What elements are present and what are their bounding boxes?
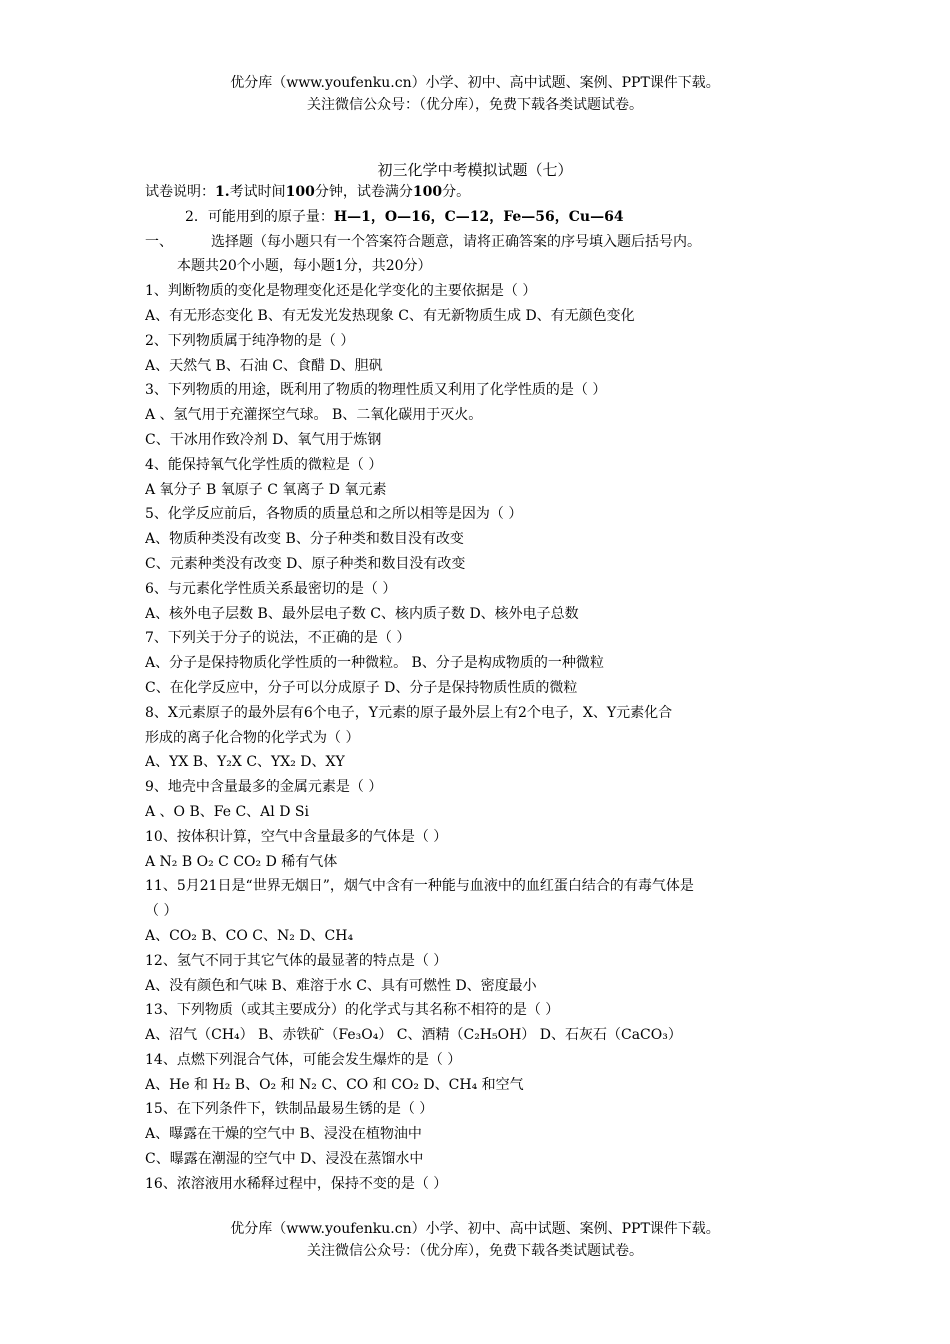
question-line: A、天然气 B、石油 C、食醋 D、胆矾: [145, 357, 383, 374]
question-line: A 氧分子 B 氧原子 C 氧离子 D 氧元素: [145, 481, 387, 498]
question-stem: 12、氢气不同于其它气体的最显著的特点是（ ）: [145, 952, 448, 969]
header-line-2: 关注微信公众号：（优分库），免费下载各类试题试卷。: [307, 97, 643, 113]
question-stem: 3、下列物质的用途，既利用了物质的物理性质又利用了化学性质的是（ ）: [145, 382, 607, 399]
question-line: A、He 和 H₂ B、O₂ 和 N₂ C、CO 和 CO₂ D、CH₄ 和空气: [145, 1076, 524, 1093]
question-stem: 13、下列物质（或其主要成分）的化学式与其名称不相符的是（ ）: [145, 1002, 560, 1019]
question-line: A、沼气（CH₄） B、赤铁矿（Fe₃O₄） C、酒精（C₂H₅OH） D、石灰石（CaCO₃）: [145, 1027, 682, 1044]
question-line: C、元素种类没有改变 D、原子种类和数目没有改变: [145, 555, 466, 572]
question-line: （ ）: [145, 903, 178, 920]
question-line: A、没有颜色和气味 B、难溶于水 C、具有可燃性 D、密度最小: [145, 977, 537, 994]
instructions-line-2: 2．可能用到的原子量：H—1，O—16，C—12，Fe—56，Cu—64: [185, 208, 624, 225]
section-heading-cont: 本题共20个小题，每小题1分，共20分）: [177, 258, 432, 275]
question-line: C、曝露在潮湿的空气中 D、浸没在蒸馏水中: [145, 1151, 424, 1168]
question-stem: 9、地壳中含量最多的金属元素是（ ）: [145, 779, 383, 796]
question-line: A、CO₂ B、CO C、N₂ D、CH₄: [145, 927, 354, 944]
question-line: A、有无形态变化 B、有无发光发热现象 C、有无新物质生成 D、有无颜色变化: [145, 307, 635, 324]
question-line: C、在化学反应中，分子可以分成原子 D、分子是保持物质性质的微粒: [145, 679, 578, 696]
question-line: A、分子是保持物质化学性质的一种微粒。 B、分子是构成物质的一种微粒: [145, 655, 604, 672]
question-line: A 、O B、Fe C、Al D Si: [145, 803, 309, 820]
question-stem: 2、下列物质属于纯净物的是（ ）: [145, 332, 355, 349]
footer-line-2: 关注微信公众号：（优分库），免费下载各类试题试卷。: [307, 1243, 643, 1259]
question-line: A、物质种类没有改变 B、分子种类和数目没有改变: [145, 531, 464, 548]
question-stem: 15、在下列条件下，铁制品最易生锈的是（ ）: [145, 1101, 434, 1118]
page-header: [0, 72, 950, 116]
page-footer: [0, 1218, 950, 1262]
question-lines: [145, 279, 815, 1196]
question-line: A、核外电子层数 B、最外层电子数 C、核内质子数 D、核外电子总数: [145, 605, 579, 622]
question-stem: 7、下列关于分子的说法，不正确的是（ ）: [145, 630, 411, 647]
question-line: A、YX B、Y₂X C、YX₂ D、XY: [145, 754, 345, 771]
question-stem: 11、5月21日是“世界无烟日”，烟气中含有一种能与血液中的血红蛋白结合的有毒气体是: [145, 878, 694, 895]
question-stem: 5、化学反应前后，各物质的质量总和之所以相等是因为（ ）: [145, 506, 523, 523]
header-line-1: 优分库（www.youfenku.cn）小学、初中、高中试题、案例、PPT课件下载。: [230, 75, 720, 91]
question-stem: 10、按体积计算，空气中含量最多的气体是（ ）: [145, 828, 448, 845]
section-heading: 一、 选择题（每小题只有一个答案符合题意，请将正确答案的序号填入题后括号内。: [145, 233, 701, 250]
document-title: 初三化学中考模拟试题（七）: [377, 161, 573, 179]
question-line: C、干冰用作致冷剂 D、氧气用于炼钢: [145, 431, 382, 448]
instructions-line-1: 试卷说明：1.考试时间100分钟，试卷满分100分。: [145, 184, 471, 200]
question-stem: 16、浓溶液用水稀释过程中，保持不变的是（ ）: [145, 1175, 448, 1192]
question-line: 形成的离子化合物的化学式为（ ）: [145, 729, 360, 746]
question-line: A、曝露在干燥的空气中 B、浸没在植物油中: [145, 1126, 422, 1143]
question-line: A N₂ B O₂ C CO₂ D 稀有气体: [145, 853, 338, 870]
question-stem: 4、能保持氧气化学性质的微粒是（ ）: [145, 456, 383, 473]
question-stem: 14、点燃下列混合气体，可能会发生爆炸的是（ ）: [145, 1051, 462, 1068]
question-line: A 、氢气用于充灌探空气球。 B、二氧化碳用于灭火。: [145, 407, 483, 424]
question-stem: 6、与元素化学性质关系最密切的是（ ）: [145, 580, 397, 597]
question-stem: 1、判断物质的变化是物理变化还是化学变化的主要依据是（ ）: [145, 283, 537, 300]
footer-line-1: 优分库（www.youfenku.cn）小学、初中、高中试题、案例、PPT课件下载。: [230, 1221, 720, 1237]
question-stem: 8、X元素原子的最外层有6个电子，Y元素的原子最外层上有2个电子，X、Y元素化合: [145, 704, 673, 721]
exam-body: [145, 180, 815, 1197]
